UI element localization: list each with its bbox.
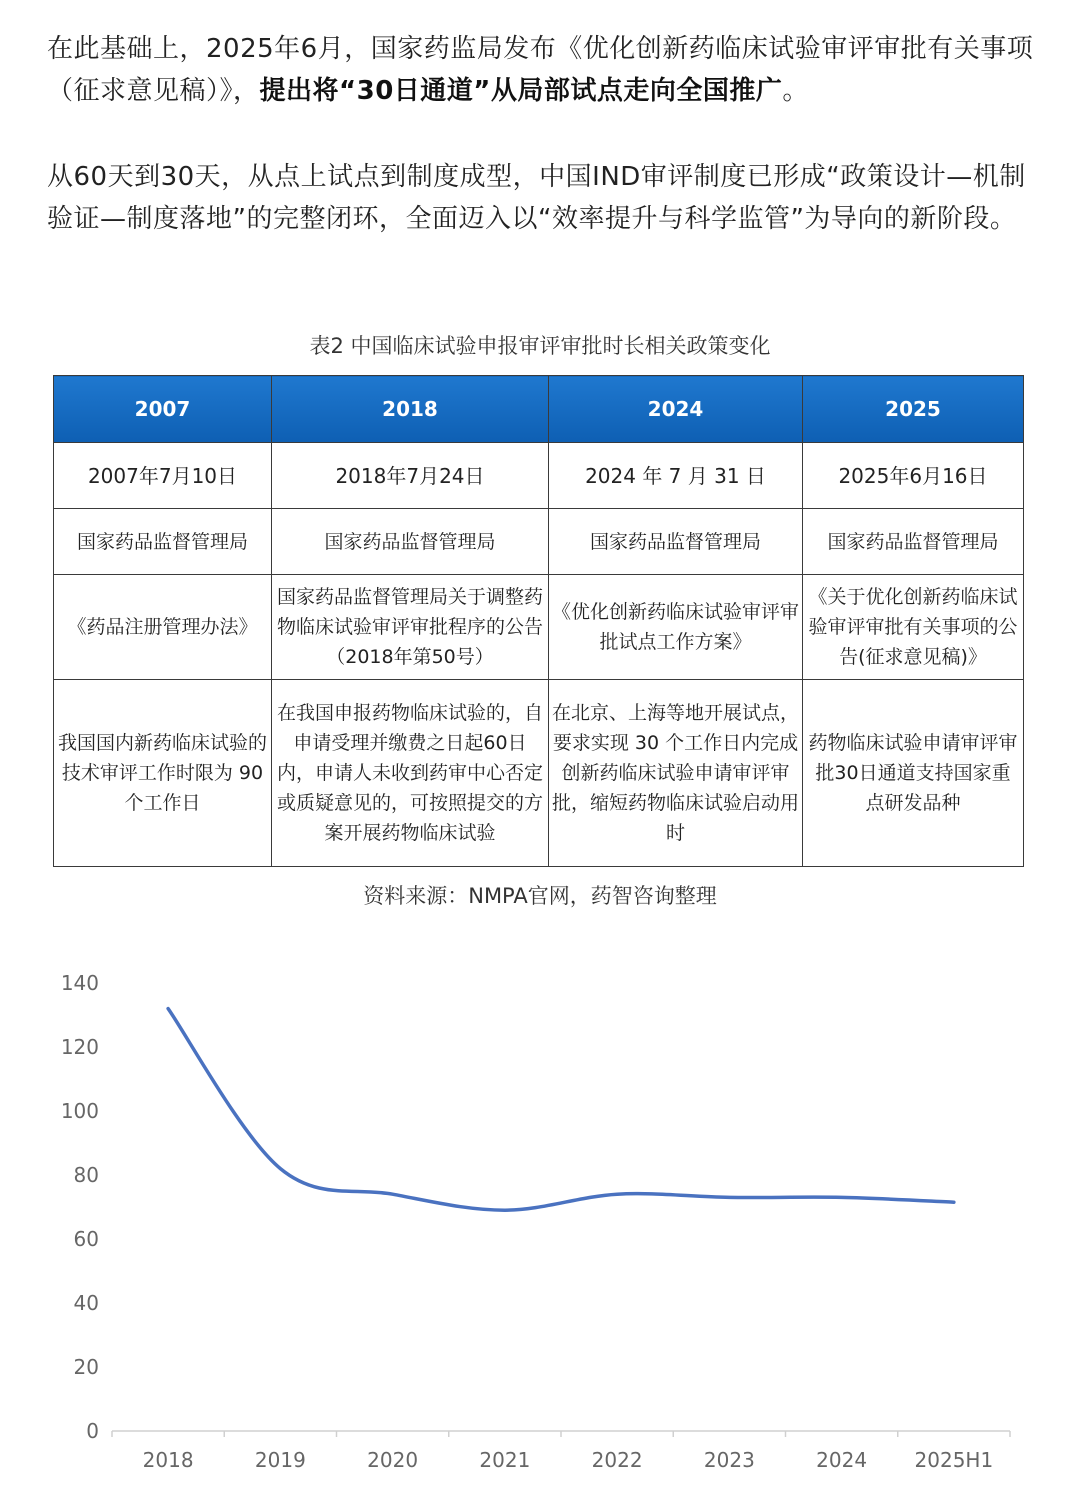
date-cell: 2018年7月24日 [272, 443, 549, 509]
table-row-orgs [54, 509, 1024, 575]
source-note: 资料来源：NMPA官网，药智咨询整理 [363, 884, 717, 908]
org-cell: 国家药品监督管理局 [272, 509, 549, 575]
org-cell: 国家药品监督管理局 [803, 509, 1024, 575]
x-tick-label: 2024 [816, 1448, 868, 1472]
y-tick-label: 80 [73, 1163, 99, 1187]
series-line [168, 1009, 954, 1211]
y-tick-label: 120 [60, 1035, 99, 1059]
header-cell: 2025 [803, 376, 1024, 443]
x-tick-label: 2022 [591, 1448, 643, 1472]
desc-cell: 在北京、上海等地开展试点，要求实现 30 个工作日内完成创新药临床试验申请审评审批，缩短药物临床试验启动用时 [549, 680, 803, 867]
x-tick-label: 2019 [254, 1448, 306, 1472]
table-row-docs [54, 575, 1024, 680]
desc-cell: 我国国内新药临床试验的技术审评工作时限为 90 个工作日 [54, 680, 272, 867]
policy-table [53, 375, 1024, 867]
y-tick-label: 40 [73, 1291, 99, 1315]
x-tick-label: 2023 [703, 1448, 755, 1472]
org-cell: 国家药品监督管理局 [549, 509, 803, 575]
y-tick-label: 140 [60, 971, 99, 995]
desc-cell: 药物临床试验申请审评审批30日通道支持国家重点研发品种 [803, 680, 1024, 867]
doc-cell: 《关于优化创新药临床试验审评审批有关事项的公告(征求意见稿)》 [803, 575, 1024, 680]
table-header-row [54, 376, 1024, 443]
doc-cell: 国家药品监督管理局关于调整药物临床试验审评审批程序的公告（2018年第50号） [272, 575, 549, 680]
y-tick-label: 60 [73, 1227, 99, 1251]
y-tick-label: 100 [60, 1099, 99, 1123]
date-cell: 2025年6月16日 [803, 443, 1024, 509]
paragraph1-bold-text: 提出将“30日通道”从局部试点走向全国推广 [259, 76, 783, 106]
y-tick-label: 20 [73, 1355, 99, 1379]
line-chart [0, 960, 1080, 1493]
date-cell: 2024 年 7 月 31 日 [549, 443, 803, 509]
doc-cell: 《优化创新药临床试验审评审批试点工作方案》 [549, 575, 803, 680]
paragraph1-end: 。 [782, 76, 809, 106]
table-caption: 表2 中国临床试验申报审评审批时长相关政策变化 [309, 334, 771, 358]
intro-paragraph-2: 从60天到30天，从点上试点到制度成型，中国IND审评制度已形成“政策设计—机制验证—制度落地”的完整闭环，全面迈入以“效率提升与科学监管”为导向的新阶段。 [47, 162, 1026, 234]
org-cell: 国家药品监督管理局 [54, 509, 272, 575]
intro-paragraph-1 [47, 28, 1037, 112]
x-tick-label: 2018 [142, 1448, 194, 1472]
x-tick-label: 2021 [479, 1448, 531, 1472]
paragraph1-text: 在此基础上，2025年6月，国家药监局发布《优化创新药临床试验审评审批有关事项（征求意见稿）》， [47, 34, 1034, 106]
date-cell: 2007年7月10日 [54, 443, 272, 509]
desc-cell: 在我国申报药物临床试验的，自申请受理并缴费之日起60日内，申请人未收到药审中心否定或质疑意见的，可按照提交的方案开展药物临床试验 [272, 680, 549, 867]
x-tick-label: 2020 [367, 1448, 419, 1472]
x-tick-label: 2025H1 [914, 1448, 994, 1472]
table-row-descs [54, 680, 1024, 867]
y-tick-label: 0 [86, 1419, 99, 1443]
header-cell: 2007 [54, 376, 272, 443]
doc-cell: 《药品注册管理办法》 [54, 575, 272, 680]
header-cell: 2018 [272, 376, 549, 443]
header-cell: 2024 [549, 376, 803, 443]
table-row-dates [54, 443, 1024, 509]
